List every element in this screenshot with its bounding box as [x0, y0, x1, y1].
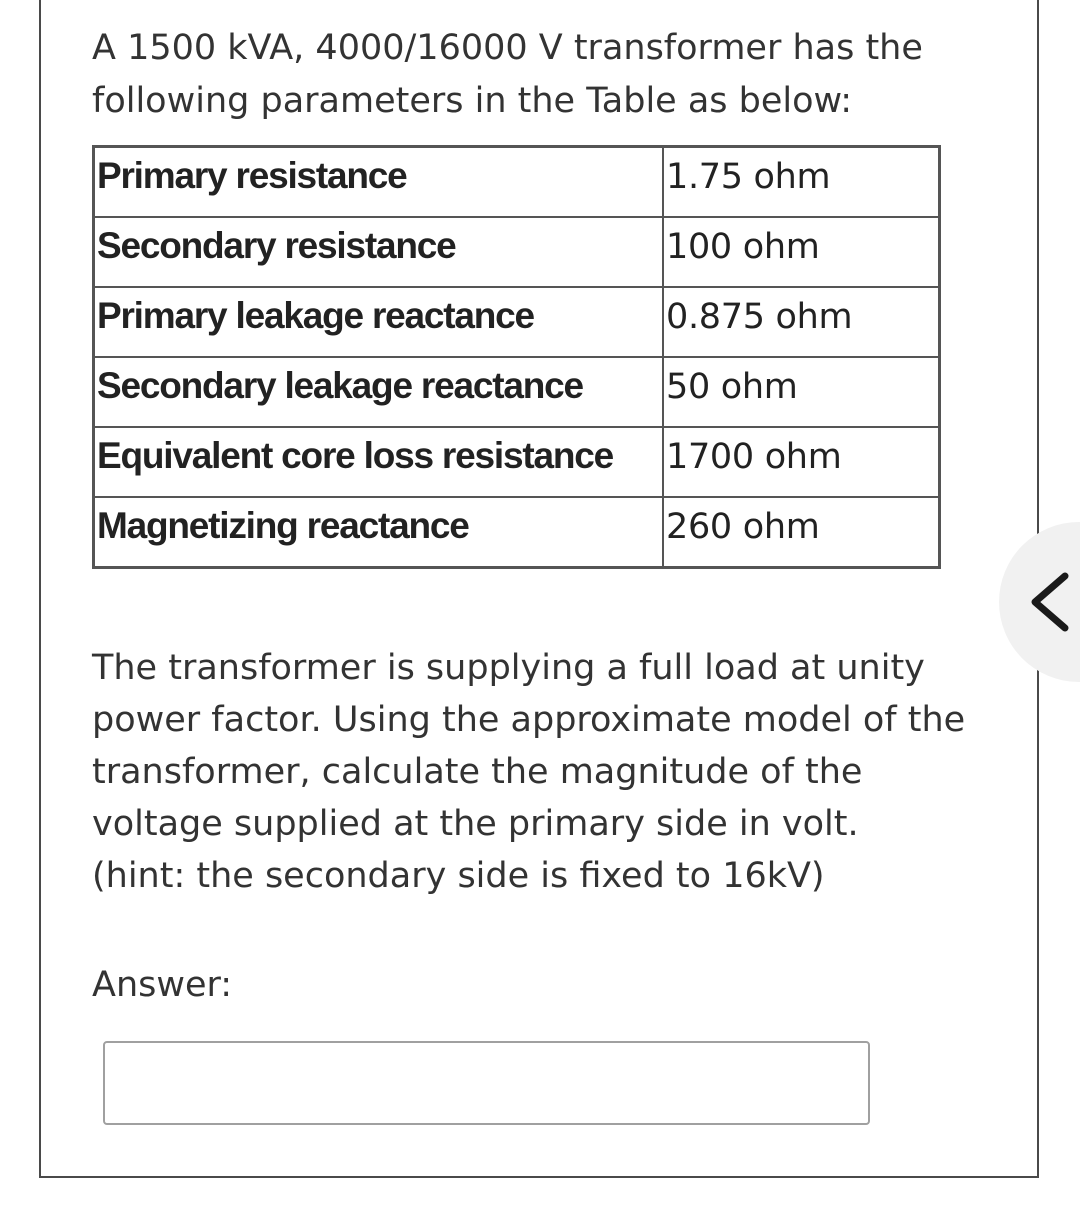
parameter-name: Magnetizing reactance	[94, 497, 663, 567]
intro-line: following parameters in the Table as below:	[92, 81, 853, 121]
question-line: power factor. Using the approximate model of the	[92, 700, 966, 740]
answer-label: Answer:	[92, 965, 233, 1005]
parameter-name: Secondary leakage reactance	[94, 357, 663, 427]
chevron-left-icon	[1027, 572, 1080, 632]
table-row	[94, 287, 939, 357]
parameter-name: Primary resistance	[94, 147, 663, 217]
parameter-value: 100 ohm	[663, 217, 939, 287]
question-intro	[92, 22, 972, 128]
table-row	[94, 497, 939, 567]
parameter-value: 260 ohm	[663, 497, 939, 567]
parameter-value: 1700 ohm	[663, 427, 939, 497]
question-line: (hint: the secondary side is fixed to 16kV)	[92, 856, 825, 896]
parameter-name: Secondary resistance	[94, 217, 663, 287]
parameter-name: Primary leakage reactance	[94, 287, 663, 357]
question-text	[92, 642, 992, 902]
table-row	[94, 427, 939, 497]
parameter-value: 0.875 ohm	[663, 287, 939, 357]
question-line: voltage supplied at the primary side in volt.	[92, 804, 859, 844]
intro-line: A 1500 kVA, 4000/16000 V transformer has the	[92, 28, 923, 68]
answer-input[interactable]	[103, 1041, 870, 1125]
parameter-value: 50 ohm	[663, 357, 939, 427]
table-row	[94, 357, 939, 427]
parameter-value: 1.75 ohm	[663, 147, 939, 217]
question-line: transformer, calculate the magnitude of the	[92, 752, 863, 792]
parameter-name: Equivalent core loss resistance	[94, 427, 663, 497]
parameters-table	[92, 145, 941, 569]
table-row	[94, 147, 939, 217]
question-line: The transformer is supplying a full load at unity	[92, 648, 925, 688]
table-row	[94, 217, 939, 287]
